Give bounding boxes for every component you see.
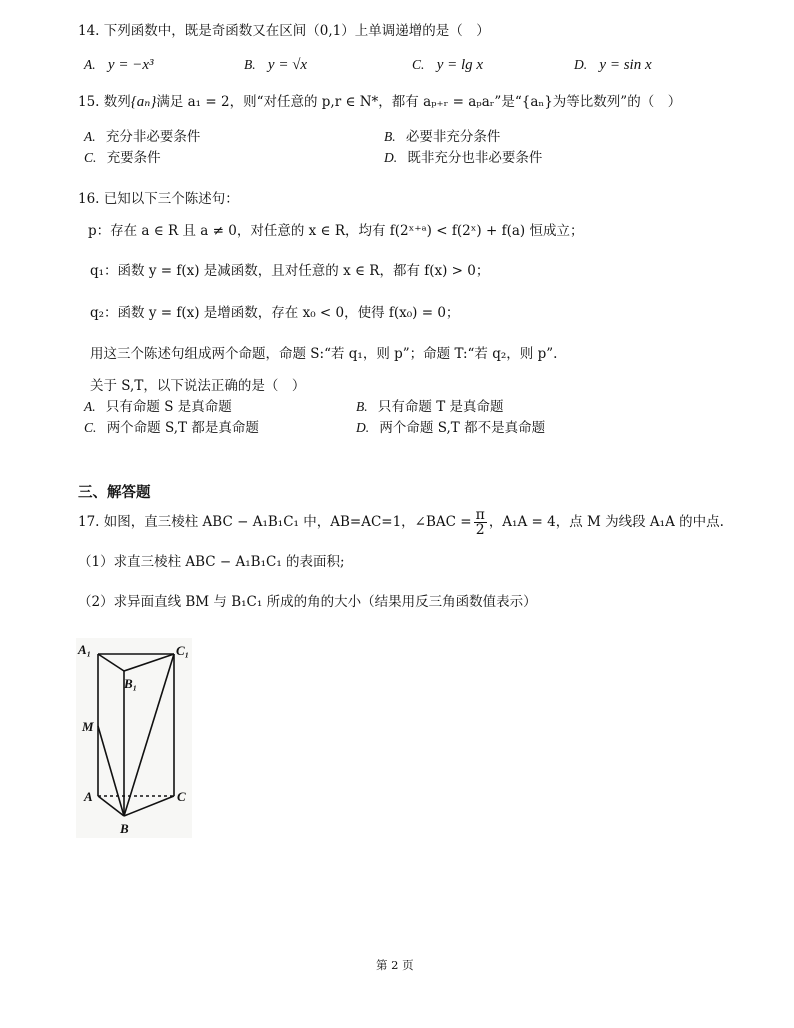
option-label: A. [84,57,96,72]
label-a1: A₁ [78,642,92,657]
option-text: y = sin x [599,57,652,73]
q15-stem-a: 15. 数列 [78,94,131,110]
q14-option-d [574,56,652,74]
label-b1: B₁ [124,676,138,691]
option-text: 必要非充分条件 [405,129,501,145]
q16-ask: 关于 S,T，以下说法正确的是（ ） [90,378,306,394]
option-text: 充分非必要条件 [105,129,201,145]
q14-option-b [244,56,307,74]
q15-stem [78,93,681,111]
label-m: M [82,719,94,734]
q16-option-d [356,419,545,437]
option-label: D. [384,150,398,165]
option-label: B. [244,57,256,72]
option-text: 只有命题 T 是真命题 [377,399,504,415]
q17-stem [78,505,724,539]
q17-part2: （2）求异面直线 BM 与 B₁C₁ 所成的角的大小（结果用反三角函数值表示） [78,594,537,610]
prism-figure [76,638,192,838]
q16-option-a [84,398,232,416]
label-b: B [120,821,129,836]
option-label: C. [84,420,97,435]
q15-option-d [384,149,542,167]
label-c1: C₁ [176,643,190,658]
q14-option-a [84,56,153,74]
option-label: D. [574,57,588,72]
option-text: 只有命题 S 是真命题 [105,399,232,415]
q17-stem-a: 17. 如图，直三棱柱 ABC − A₁B₁C₁ 中，AB=AC=1，∠BAC = [78,514,472,530]
option-label: C. [412,57,425,72]
option-text: y = −x³ [107,57,154,73]
q14-option-c [412,56,483,74]
page-number: 第 2 页 [376,958,414,972]
label-c: C [177,789,186,804]
q15-stem-b: {aₙ} [130,94,157,110]
q15-stem-c: 满足 a₁ = 2，则“对任意的 p,r ∈ N*，都有 aₚ₊ᵣ = aₚaᵣ”是“{aₙ}为等比数列”的（ ） [156,94,682,110]
q15-option-c [84,149,161,167]
option-label: C. [84,150,97,165]
q14-stem: 14. 下列函数中，既是奇函数又在区间（0,1）上单调递增的是（ ） [78,23,490,39]
q16-stem: 16. 已知以下三个陈述句： [78,191,239,207]
angle-fraction [474,508,487,537]
option-label: D. [356,420,370,435]
option-label: B. [384,129,396,144]
option-text: y = √x [267,57,308,73]
option-text: 两个命题 S,T 都是真命题 [106,420,259,436]
fraction-denominator: 2 [475,522,485,538]
q15-option-b [384,128,500,146]
label-a: A [84,789,93,804]
option-label: A. [84,399,96,414]
q17-part1: （1）求直三棱柱 ABC − A₁B₁C₁ 的表面积; [78,554,345,570]
option-text: y = lg x [436,57,484,73]
q17-stem-b: ，A₁A = 4，点 M 为线段 A₁A 的中点. [488,514,724,530]
section-heading: 三、解答题 [78,484,151,501]
q16-compose: 用这三个陈述句组成两个命题，命题 S:“若 q₁，则 p”；命题 T:“若 q₂，则 p”. [90,346,558,362]
q16-statement-q1: q₁：函数 y = f(x) 是减函数，且对任意的 x ∈ R，都有 f(x) > 0； [90,263,490,279]
option-label: A. [84,129,96,144]
option-text: 充要条件 [106,150,161,166]
option-label: B. [356,399,368,414]
option-text: 两个命题 S,T 都不是真命题 [379,420,546,436]
q16-statement-q2: q₂：函数 y = f(x) 是增函数，存在 x₀ < 0，使得 f(x₀) = 0； [90,305,460,321]
fraction-numerator: π [475,507,485,523]
q16-statement-p: p：存在 a ∈ R 且 a ≠ 0，对任意的 x ∈ R，均有 f(2ˣ⁺ᵃ) < f(2ˣ) + f(a) 恒成立； [88,223,584,239]
q15-option-a [84,128,200,146]
q16-option-b [356,398,504,416]
option-text: 既非充分也非必要条件 [407,150,543,166]
q16-option-c [84,419,259,437]
